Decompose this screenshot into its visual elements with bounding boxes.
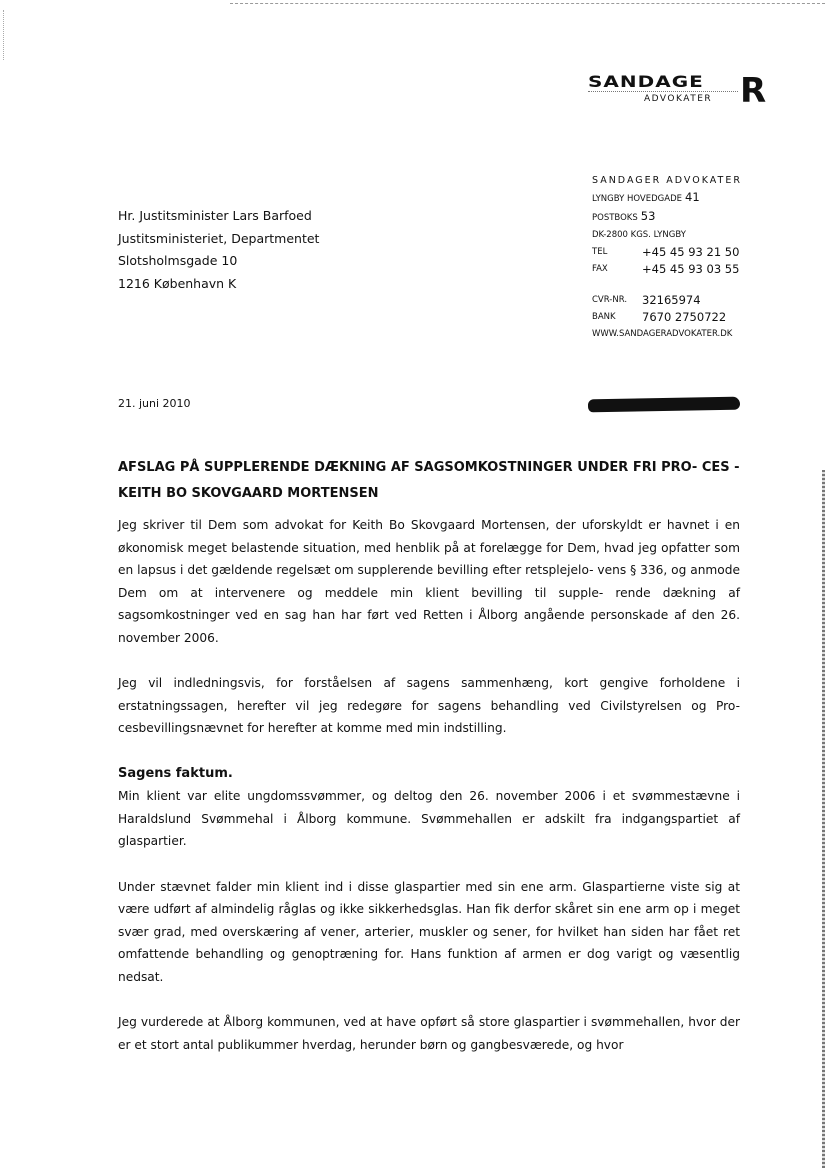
- paragraph-facts-2: Under stævnet falder min klient ind i disse glaspartier med sin ene arm. Glaspartierne viste sig at være udført af almindelig råglas og ikke sikkerhedsglas. Han fik derfor skåret sin ene arm op i meget svær grad, med overskæring af vener, arterier, muskler og sener, for hvilket han siden har fået ret omfattende behandling og genoptræning for. Hans funktion af armen er dog varigt og væsentlig nedsat.: [118, 879, 740, 984]
- recipient-address: [118, 205, 319, 295]
- website: WWW.SANDAGERADVOKATER.DK: [592, 329, 733, 339]
- sender-address-block: [592, 172, 792, 343]
- street-line: LYNGBY HOVEDGADE 41: [592, 190, 700, 204]
- firm-logo: [588, 71, 768, 111]
- bank-line: BANK 7670 2750722: [592, 310, 727, 324]
- scan-edge-left: [3, 10, 5, 60]
- paragraph-facts-1: Min klient var elite ungdomssvømmer, og deltog den 26. november 2006 i et svømmestævne i Haraldslund Svømmehal i Ålborg kommune. Svømmehallen er adskilt fra indgangspartiet af glaspartier.: [118, 789, 740, 849]
- recipient-street: Slotsholmsgade 10: [118, 253, 238, 268]
- cvr-number: 32165974: [642, 293, 701, 307]
- cvr-line: CVR-NR. 32165974: [592, 293, 701, 307]
- paragraph-outline: Jeg vil indledningsvis, for forståelsen af sagens sammenhæng, kort gengive forholdene i erstatningssagen, herefter vil jeg redegøre for sagens behandling ved Civilstyrelsen og Pro- cesbevillingsnævnet for herefter at komme med min indstilling.: [118, 676, 740, 736]
- firm-name: SANDAGER ADVOKATER: [592, 175, 742, 186]
- letter-body: [118, 514, 740, 1079]
- logo-subtitle: ADVOKATER: [644, 94, 713, 104]
- tel-number: +45 45 93 21 50: [642, 245, 740, 259]
- postbox-line: POSTBOKS 53: [592, 209, 656, 223]
- redacted-reference: [588, 397, 740, 413]
- logo-wordmark: SANDAGE: [588, 72, 704, 92]
- section-heading-facts: Sagens faktum.: [118, 765, 233, 781]
- fax-number: +45 45 93 03 55: [642, 262, 740, 276]
- fax-line: FAX +45 45 93 03 55: [592, 262, 740, 276]
- city-line: DK-2800 KGS. LYNGBY: [592, 230, 686, 240]
- scan-edge-top: [230, 3, 825, 5]
- subject-heading: AFSLAG PÅ SUPPLERENDE DÆKNING AF SAGSOMKOSTNINGER UNDER FRI PRO- CES - KEITH BO SKOVGAARD MORTENSEN: [118, 460, 740, 501]
- letter-date: 21. juni 2010: [118, 397, 191, 410]
- recipient-organization: Justitsministeriet, Departmentet: [118, 230, 320, 246]
- recipient-city: 1216 København K: [118, 275, 237, 291]
- logo-rule: [588, 91, 738, 93]
- tel-line: TEL +45 45 93 21 50: [592, 245, 740, 259]
- paragraph-assessment: Jeg vurderede at Ålborg kommunen, ved at have opført så store glaspartier i svømmehallen, hvor der er et stort antal publikummer hverdag, herunder børn og gangbesværede, og hvor: [118, 1015, 740, 1052]
- paragraph-intro: Jeg skriver til Dem som advokat for Keith Bo Skovgaard Mortensen, der uforskyldt er havnet i en økonomisk meget belastende situation, med henblik på at forelægge for Dem, hvad jeg opfatter som en lapsus i det gældende regelsæt om supplerende bevilling efter retsplejelo- vens § 336, og anmode Dem om at intervenere og meddele min klient bevilling til supple- rende dækning af sagsomkostninger ved en sag han har ført ved Retten i Ålborg angående personskade af den 26. november 2006.: [118, 518, 740, 645]
- bank-number: 7670 2750722: [642, 310, 727, 324]
- recipient-name: Hr. Justitsminister Lars Barfoed: [118, 208, 312, 223]
- logo-r-mark: R: [740, 71, 767, 111]
